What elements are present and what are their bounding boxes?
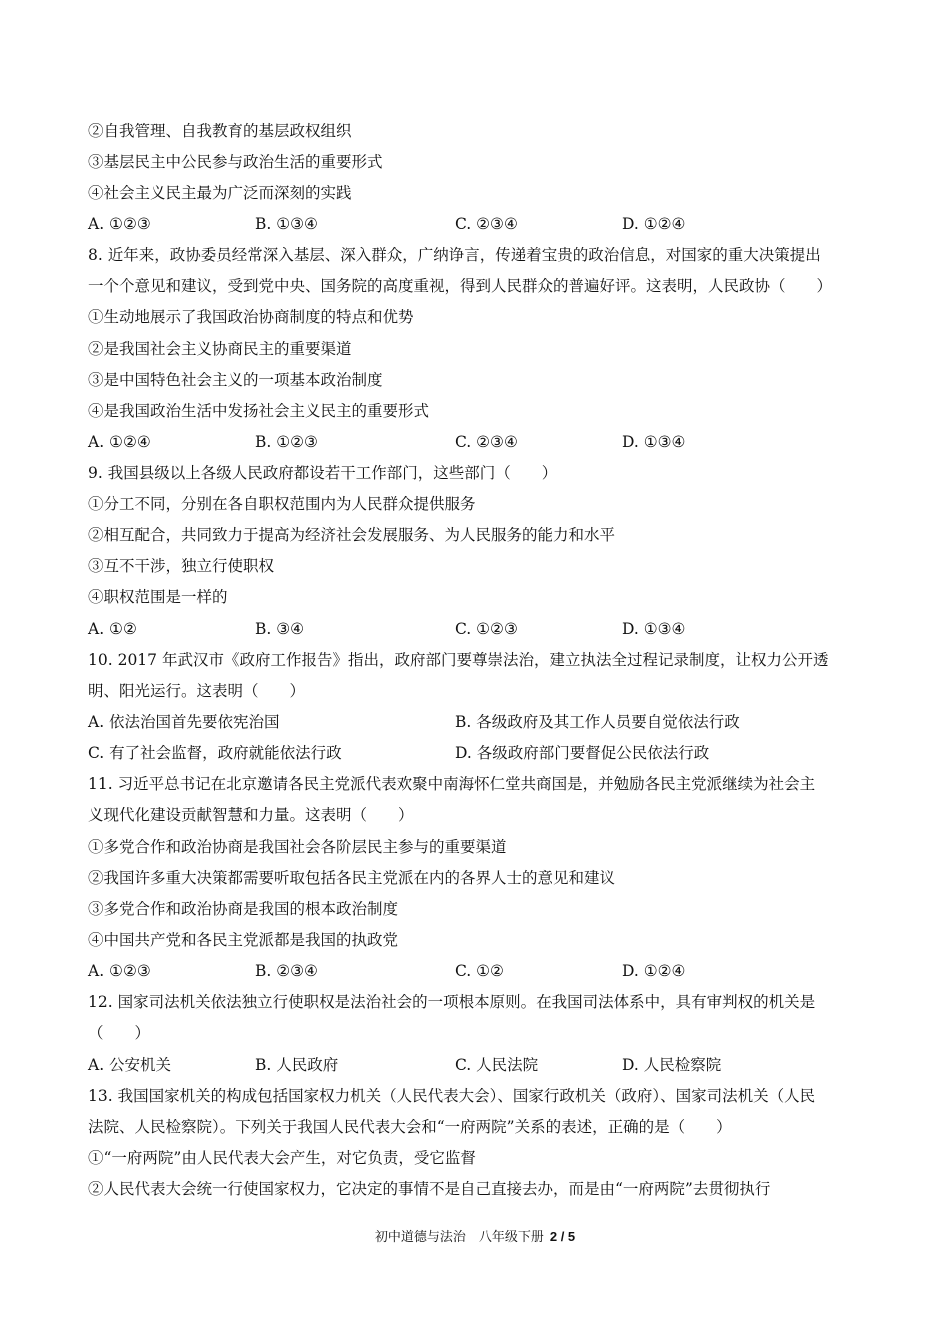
q10-option-c: C. 有了社会监督，政府就能依法行政	[88, 744, 342, 762]
q7-option-d: D. ①②④	[622, 215, 686, 233]
q11-option-a: A. ①②③	[88, 962, 151, 980]
page-footer	[0, 1228, 950, 1247]
q8-item-4: ④是我国政治生活中发扬社会主义民主的重要形式	[88, 402, 430, 420]
q7-item-3: ③基层民主中公民参与政治生活的重要形式	[88, 153, 383, 171]
page-number: 2 / 5	[549, 1229, 576, 1244]
q11-stem-line-1: 11. 习近平总书记在北京邀请各民主党派代表欢聚中南海怀仁堂共商国是，并勉励各民主党派继续为社会主	[88, 775, 816, 793]
q9-option-a: A. ①②	[88, 620, 137, 638]
q7-item-4: ④社会主义民主最为广泛而深刻的实践	[88, 184, 352, 202]
q11-item-1: ①多党合作和政治协商是我国社会各阶层民主参与的重要渠道	[88, 838, 507, 856]
q13-item-2: ②人民代表大会统一行使国家权力，它决定的事情不是自己直接去办，而是由“一府两院”去贯彻执行	[88, 1180, 771, 1198]
q11-item-2: ②我国许多重大决策都需要听取包括各民主党派在内的各界人士的意见和建议	[88, 869, 616, 887]
q12-stem-line-2: （ ）	[88, 1024, 151, 1042]
q9-option-b: B. ③④	[255, 620, 305, 638]
q13-stem-line-2: 法院、人民检察院）。下列关于我国人民代表大会和“一府两院”关系的表述，正确的是（ ）	[88, 1118, 732, 1136]
q12-option-c: C. 人民法院	[455, 1056, 539, 1074]
q11-option-d: D. ①②④	[622, 962, 686, 980]
q10-stem-line-2: 明、阳光运行。这表明（ ）	[88, 682, 306, 700]
q9-item-4: ④职权范围是一样的	[88, 588, 228, 606]
q10-option-a: A. 依法治国首先要依宪治国	[88, 713, 280, 731]
q11-option-c: C. ①②	[455, 962, 504, 980]
q11-stem-line-2: 义现代化建设贡献智慧和力量。这表明（ ）	[88, 806, 414, 824]
q12-stem-line-1: 12. 国家司法机关依法独立行使职权是法治社会的一项根本原则。在我国司法体系中，具有审判权的机关是	[88, 993, 816, 1011]
q8-option-d: D. ①③④	[622, 433, 686, 451]
q10-stem-line-1: 10. 2017 年武汉市《政府工作报告》指出，政府部门要尊崇法治，建立执法全过程记录制度，让权力公开透	[88, 651, 829, 669]
q7-option-b: B. ①③④	[255, 215, 318, 233]
q9-option-d: D. ①③④	[622, 620, 686, 638]
q8-stem-line-2: 一个个意见和建议，受到党中央、国务院的高度重视，得到人民群众的普遍好评。这表明，人民政协（ ）	[88, 277, 833, 295]
q10-option-d: D. 各级政府部门要督促公民依法行政	[455, 744, 710, 762]
q8-item-3: ③是中国特色社会主义的一项基本政治制度	[88, 371, 383, 389]
q12-option-a: A. 公安机关	[88, 1056, 172, 1074]
q7-option-a: A. ①②③	[88, 215, 151, 233]
q8-option-b: B. ①②③	[255, 433, 318, 451]
q9-item-2: ②相互配合，共同致力于提高为经济社会发展服务、为人民服务的能力和水平	[88, 526, 616, 544]
q9-stem-line-1: 9. 我国县级以上各级人民政府都设若干工作部门，这些部门（ ）	[88, 464, 558, 482]
q8-item-2: ②是我国社会主义协商民主的重要渠道	[88, 340, 352, 358]
q12-option-d: D. 人民检察院	[622, 1056, 722, 1074]
q10-option-b: B. 各级政府及其工作人员要自觉依法行政	[455, 713, 740, 731]
q11-option-b: B. ②③④	[255, 962, 318, 980]
q8-stem-line-1: 8. 近年来，政协委员经常深入基层、深入群众，广纳诤言，传递着宝贵的政治信息，对国家的重大决策提出	[88, 246, 821, 264]
q11-item-3: ③多党合作和政治协商是我国的根本政治制度	[88, 900, 399, 918]
q7-option-c: C. ②③④	[455, 215, 518, 233]
q9-item-3: ③互不干涉，独立行使职权	[88, 557, 275, 575]
q8-option-c: C. ②③④	[455, 433, 518, 451]
q9-item-1: ①分工不同，分别在各自职权范围内为人民群众提供服务	[88, 495, 476, 513]
q12-option-b: B. 人民政府	[255, 1056, 339, 1074]
q8-item-1: ①生动地展示了我国政治协商制度的特点和优势	[88, 308, 414, 326]
q13-item-1: ①“一府两院”由人民代表大会产生，对它负责，受它监督	[88, 1149, 476, 1167]
q13-stem-line-1: 13. 我国国家机关的构成包括国家权力机关（人民代表大会）、国家行政机关（政府）、国家司法机关（人民	[88, 1087, 816, 1105]
footer-title: 初中道德与法治 八年级下册	[374, 1230, 544, 1245]
q9-option-c: C. ①②③	[455, 620, 518, 638]
q7-item-2: ②自我管理、自我教育的基层政权组织	[88, 122, 352, 140]
q8-option-a: A. ①②④	[88, 433, 151, 451]
q11-item-4: ④中国共产党和各民主党派都是我国的执政党	[88, 931, 399, 949]
